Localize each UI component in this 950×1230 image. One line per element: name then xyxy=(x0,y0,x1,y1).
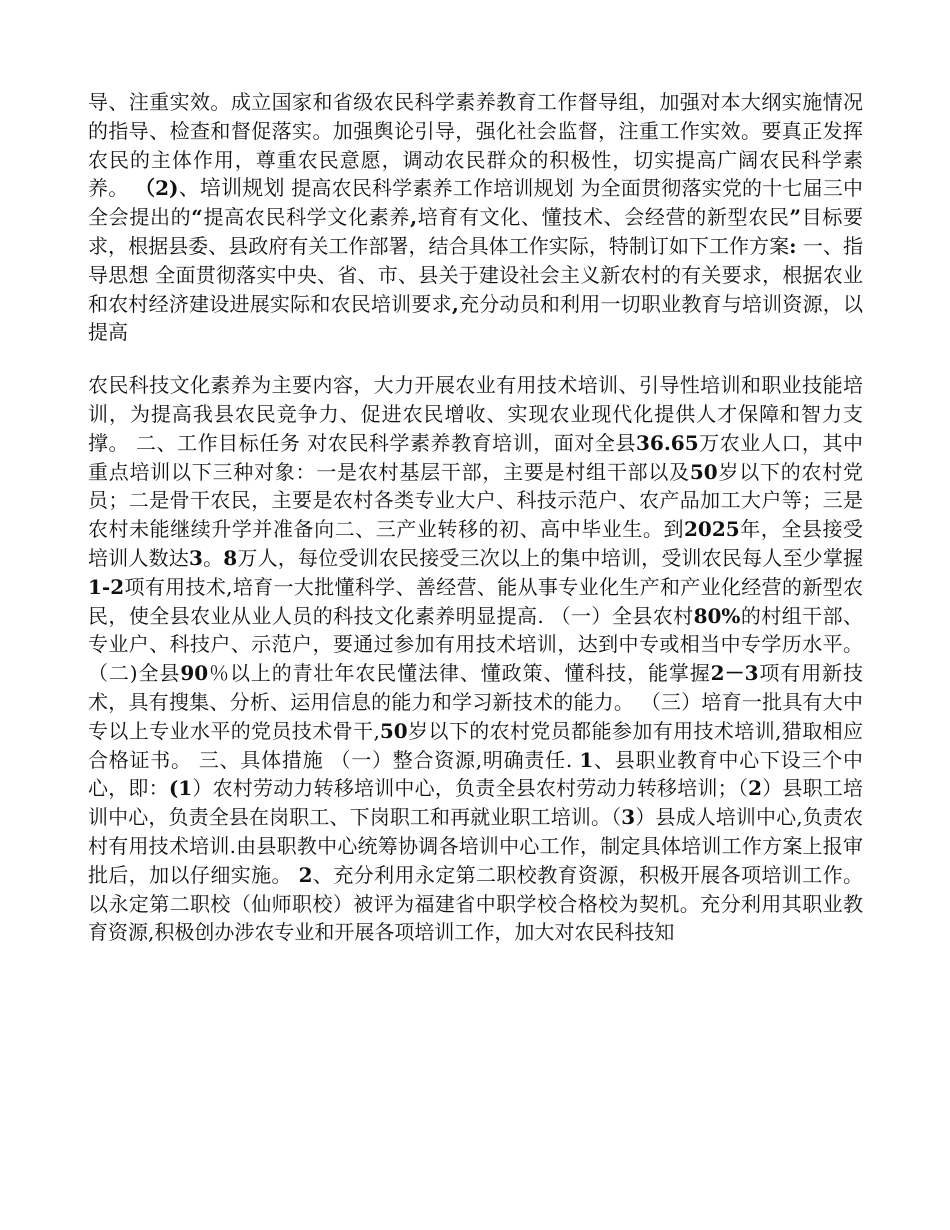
text-run: 项有用新技术，具有搜集、分析、运用信息的能力和学习新技术的能力。 （三）培育一批具有大中专以上专业水平的党员技术骨干, xyxy=(88,661,864,743)
text-run: 、县职业教育中心下设三个中心，即： xyxy=(88,747,863,801)
text-run: “ xyxy=(191,205,203,230)
text-run: , xyxy=(451,291,459,316)
text-run: 培育有文化、懂技术、会经营的新型农民 xyxy=(417,205,790,230)
text-run: 项有用技术,培育一大批懂科学、善经营、能从事专业化生产和产业化经营的新型农民，使全县农业从业人员的科技文化素养明显提高. （一）全县农村 xyxy=(88,574,863,628)
text-run: 提高农民科学素养工作培训规划 为全面贯彻落实党的十七届三中全会提出的 xyxy=(88,176,864,230)
text-run: 万农业人口，其中重点培训以下三种对象：一是农村基层干部，主要是村组干部以及 xyxy=(88,430,864,484)
text-run: （2) xyxy=(134,176,179,201)
text-run: 。 xyxy=(202,545,224,570)
text-run: , xyxy=(410,205,418,230)
text-run: 3 xyxy=(621,805,636,830)
text-run: 提高农民科学文化素养 xyxy=(202,205,411,230)
text-run: 50 xyxy=(689,459,718,484)
text-run: (1 xyxy=(168,776,193,801)
paragraph-1 xyxy=(88,88,863,347)
text-run: 、培训规划 xyxy=(178,176,285,201)
text-run: 3 xyxy=(188,545,203,570)
text-run: 的村组干部、专业户、科技户、示范户，要通过参加有用技术培训，达到中专或相当中专学历水平。 （二)全县 xyxy=(88,603,864,686)
text-run: 80% xyxy=(693,603,741,628)
text-run: : xyxy=(789,233,797,258)
text-run: 8 xyxy=(223,545,238,570)
text-run: 充分动员和利用一切职业教育与培训资源，以提高 xyxy=(88,291,864,345)
text-run: 万人，每位受训农民接受三次以上的集中培训，受训农民每人至少掌握 xyxy=(237,545,864,570)
text-run: 2 xyxy=(748,776,762,801)
text-run: 1-2 xyxy=(88,574,125,599)
text-run: 90 xyxy=(180,661,209,686)
text-run: 目标要求，根据县委、县政府有关工作部署，结合具体工作实际，特制订如下工作方案 xyxy=(88,205,864,258)
text-run: ）县职工培训中心，负责全县在岗职工、下岗职工和再就业职工培训。（ xyxy=(88,776,864,830)
text-run: 50 xyxy=(379,718,408,743)
text-run: 岁以下的农村党员都能参加有用技术培训,猎取相应合格证书。 三、具体措施 （一）整合资源,明确责任. xyxy=(88,718,864,772)
text-run: ” xyxy=(789,205,802,230)
text-run: ％以上的青壮年农民懂法律、懂政策、懂科技，能掌握 xyxy=(208,661,711,686)
text-run: 2 xyxy=(298,862,313,887)
text-run: 岁以下的农村党员；二是骨干农民，主要是农村各类专业大户、科技示范户、农产品加工大户等；三是农村未能继续升学并准备向二、三产业转移的初、高中毕业生。到 xyxy=(88,459,864,542)
text-run: 2－3 xyxy=(710,661,759,686)
text-run: 36.65 xyxy=(636,430,699,455)
text-run: 年，全县接受培训人数达 xyxy=(88,517,864,570)
text-run: ）县成人培训中心,负责农村有用技术培训.由县职教中心统筹协调各培训中心工作，制定具体培训工作方案上报审批后，加以仔细实施。 xyxy=(88,805,864,887)
text-run: 1 xyxy=(579,747,594,772)
text-run: 导、注重实效。成立国家和省级农民科学素养教育工作督导组，加强对本大纲实施情况的指导、检查和督促落实。加强舆论引导，强化社会监督，注重工作实效。要真正发挥农民的主体作用，尊重农民意愿，调动农民群众的积极性，切实提高广阔农民科学素养。 xyxy=(88,90,863,201)
paragraph-2 xyxy=(88,371,863,947)
text-run: ）农村劳动力转移培训中心，负责全县农村劳动力转移培训；（ xyxy=(192,776,749,801)
text-run: 、充分利用永定第二职校教育资源，积极开展各项培训工作。以永定第二职校（仙师职校）被评为福建省中职学校合格校为契机。充分利用其职业教育资源,积极创办涉农专业和开展各项培训工作，加大对农民科技知 xyxy=(88,862,864,945)
text-run: 2025 xyxy=(684,517,740,542)
document-page xyxy=(88,88,863,947)
text-run: 一、指导思想 全面贯彻落实中央、省、市、县关于建设社会主义新农村的有关要求，根据农业和农村经济建设进展实际和农民培训要求 xyxy=(88,233,864,316)
text-run: 农民科技文化素养为主要内容，大力开展农业有用技术培训、引导性培训和职业技能培训，为提高我县农民竞争力、促进农民增收、实现农业现代化提供人才保障和智力支撑。 二、工作目标任务 对农民科学素养教育培训，面对全县 xyxy=(88,373,863,455)
